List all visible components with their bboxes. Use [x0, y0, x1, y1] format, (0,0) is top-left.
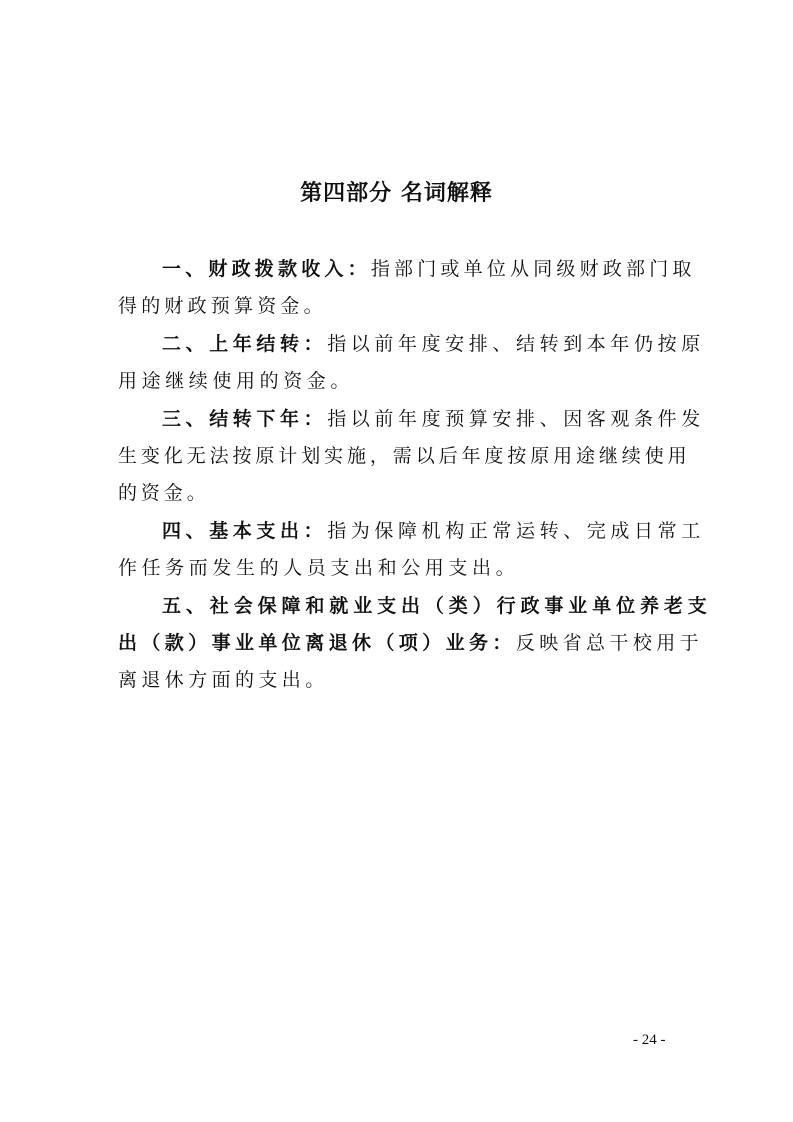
- page-number: - 24 -: [633, 1032, 666, 1048]
- page-title: 第四部分 名词解释: [300, 181, 493, 206]
- entry-2-line-2: 用途继续使用的资金。: [118, 370, 355, 392]
- entry-5-definition-start: 反映省总干校用于: [515, 632, 704, 654]
- entry-2-definition-start: 指以前年度安排、结转到本年仍按原: [327, 333, 705, 355]
- entry-3-line-2: 生变化无法按原计划实施，需以后年度按原用途继续使用: [118, 445, 691, 467]
- entry-3-line-3: 的资金。: [118, 482, 210, 504]
- entry-4-definition-start: 指为保障机构正常运转、完成日常工: [327, 520, 705, 542]
- entry-4-line-2: 作任务而发生的人员支出和公用支出。: [118, 557, 520, 579]
- entry-2-line-1: [162, 327, 705, 361]
- entry-4-line-1: [162, 514, 705, 548]
- entry-5-term-part-1: 五、社会保障和就业支出（类）行政事业单位养老支: [162, 595, 712, 617]
- entry-3-line-1: [162, 402, 705, 436]
- entry-1-term: 一、财政拨款收入：: [162, 258, 371, 280]
- entry-5-line-2: [118, 626, 703, 660]
- entry-3-term: 三、结转下年：: [162, 408, 328, 430]
- entry-5-line-1: [162, 589, 712, 623]
- entry-2-term: 二、上年结转：: [162, 333, 328, 355]
- entry-5-term-part-2: 出（款）事业单位离退休（项）业务：: [118, 632, 516, 654]
- entry-1-line-1: [162, 252, 696, 286]
- entry-1-line-2: 得的财政预算资金。: [118, 295, 327, 317]
- entry-4-term: 四、基本支出：: [162, 520, 328, 542]
- entry-5-line-3: 离退休方面的支出。: [118, 669, 329, 691]
- entry-1-definition-start: 指部门或单位从同级财政部门取: [370, 258, 696, 280]
- entry-3-definition-start: 指以前年度预算安排、因客观条件发: [327, 408, 705, 430]
